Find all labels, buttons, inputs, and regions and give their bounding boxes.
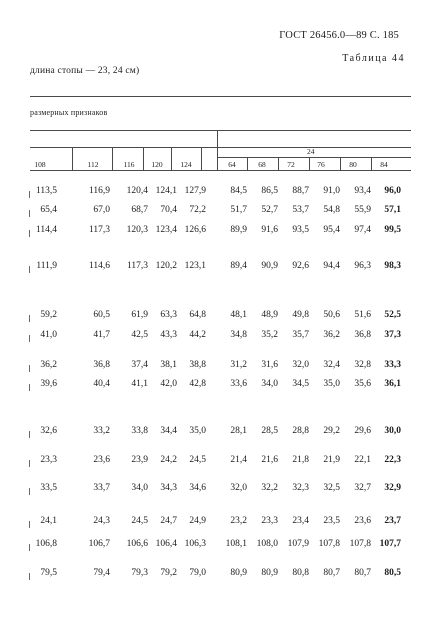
table-cell: 111,9: [36, 261, 57, 271]
table-cell: 124,1: [155, 186, 177, 196]
table-cell: 33,6: [230, 379, 247, 389]
table-cell: 41,1: [131, 379, 148, 389]
table-cell: 49,8: [292, 310, 309, 320]
table-cell: 32,0: [230, 483, 247, 493]
table-cell: 32,3: [292, 483, 309, 493]
table-cell: 93,5: [292, 225, 309, 235]
table-cell: 32,7: [354, 483, 371, 493]
table-cell: 29,6: [354, 426, 371, 436]
table-cell: 34,0: [131, 483, 148, 493]
section-label: размерных признаков: [30, 108, 108, 117]
table-cell: 41,7: [93, 330, 110, 340]
table-cell: 32,8: [354, 360, 371, 370]
table-cell: 36,2: [40, 360, 57, 370]
table-cell: 107,8: [318, 539, 340, 549]
table-cell: 24,1: [40, 516, 57, 526]
table-cell: 72,2: [189, 205, 206, 215]
column-header: 116: [123, 160, 135, 169]
table-cell: 98,3: [384, 261, 401, 271]
table-cell: 36,8: [354, 330, 371, 340]
table-cell: 63,3: [160, 310, 177, 320]
table-cell: 90,9: [261, 261, 278, 271]
rule-mid: [30, 130, 411, 131]
table-cell: 32,5: [323, 483, 340, 493]
table-cell: 36,1: [384, 379, 401, 389]
table-cell: 116,9: [88, 186, 110, 196]
table-cell: 23,9: [131, 455, 148, 465]
table-cell: 88,7: [292, 186, 309, 196]
table-cell: 43,3: [160, 330, 177, 340]
table-cell: 33,2: [93, 426, 110, 436]
table-cell: 94,4: [323, 261, 340, 271]
table-cell: 22,3: [384, 455, 401, 465]
table-cell: 32,2: [261, 483, 278, 493]
table-cell: 97,4: [354, 225, 371, 235]
table-cell: 34,3: [160, 483, 177, 493]
table-cell: 79,4: [93, 568, 110, 578]
table-cell: 106,7: [88, 539, 110, 549]
table-cell: 22,1: [354, 455, 371, 465]
table-cell: 91,0: [323, 186, 340, 196]
table-cell: 35,0: [189, 426, 206, 436]
table-cell: 34,5: [292, 379, 309, 389]
table-cell: 123,4: [155, 225, 177, 235]
table-cell: 42,0: [160, 379, 177, 389]
table-cell: 55,9: [354, 205, 371, 215]
table-cell: 38,8: [189, 360, 206, 370]
table-cell: 33,3: [384, 360, 401, 370]
table-cell: 41,0: [40, 330, 57, 340]
table-cell: 107,7: [379, 539, 401, 549]
table-cell: 65,4: [40, 205, 57, 215]
table-cell: 21,4: [230, 455, 247, 465]
table-cell: 108,0: [256, 539, 278, 549]
table-cell: 89,4: [230, 261, 247, 271]
table-cell: 79,0: [189, 568, 206, 578]
table-cell: 23,2: [230, 516, 247, 526]
table-cell: 34,4: [160, 426, 177, 436]
table-cell: 28,8: [292, 426, 309, 436]
column-header: 120: [151, 160, 163, 169]
table-cell: 59,2: [40, 310, 57, 320]
table-cell: 31,2: [230, 360, 247, 370]
table-cell: 24,2: [160, 455, 177, 465]
table-cell: 52,7: [261, 205, 278, 215]
table-cell: 34,6: [189, 483, 206, 493]
table-cell: 37,3: [384, 330, 401, 340]
table-cell: 24,9: [189, 516, 206, 526]
table-cell: 52,5: [384, 310, 401, 320]
table-cell: 96,0: [384, 186, 401, 196]
table-cell: 120,4: [126, 186, 148, 196]
table-cell: 23,5: [323, 516, 340, 526]
table-cell: 42,5: [131, 330, 148, 340]
table-cell: 23,6: [93, 455, 110, 465]
table-cell: 24,5: [189, 455, 206, 465]
table-cell: 35,7: [292, 330, 309, 340]
table-cell: 60,5: [93, 310, 110, 320]
table-cell: 53,7: [292, 205, 309, 215]
table-cell: 96,3: [354, 261, 371, 271]
table-cell: 37,4: [131, 360, 148, 370]
table-cell: 48,9: [261, 310, 278, 320]
table-cell: 80,7: [354, 568, 371, 578]
column-divider: [72, 147, 73, 170]
table-cell: 107,9: [287, 539, 309, 549]
table-subtitle: длина стопы — 23, 24 см): [30, 66, 140, 76]
table-cell: 21,8: [292, 455, 309, 465]
table-cell: 35,2: [261, 330, 278, 340]
table-cell: 32,0: [292, 360, 309, 370]
table-cell: 80,9: [261, 568, 278, 578]
table-cell: 33,8: [131, 426, 148, 436]
table-cell: 107,8: [349, 539, 371, 549]
table-cell: 80,8: [292, 568, 309, 578]
table-cell: 68,7: [131, 205, 148, 215]
table-cell: 36,8: [93, 360, 110, 370]
table-cell: 117,3: [88, 225, 110, 235]
table-cell: 24,5: [131, 516, 148, 526]
table-cell: 79,5: [40, 568, 57, 578]
table-cell: 95,4: [323, 225, 340, 235]
table-cell: 92,6: [292, 261, 309, 271]
column-header: 68: [258, 160, 266, 169]
table-cell: 21,9: [323, 455, 340, 465]
table-cell: 67,0: [93, 205, 110, 215]
table-cell: 89,9: [230, 225, 247, 235]
header-rule-top: [30, 147, 411, 148]
table-cell: 40,4: [93, 379, 110, 389]
table-cell: 23,3: [40, 455, 57, 465]
table-cell: 93,4: [354, 186, 371, 196]
table-cell: 123,1: [184, 261, 206, 271]
table-cell: 33,7: [93, 483, 110, 493]
table-cell: 127,9: [184, 186, 206, 196]
column-header: 72: [287, 160, 295, 169]
table-cell: 114,4: [35, 225, 57, 235]
table-cell: 32,4: [323, 360, 340, 370]
table-cell: 126,6: [184, 225, 206, 235]
table-cell: 28,1: [230, 426, 247, 436]
table-cell: 35,6: [354, 379, 371, 389]
table-cell: 108,1: [225, 539, 247, 549]
column-header: 84: [380, 160, 388, 169]
table-cell: 64,8: [189, 310, 206, 320]
table-cell: 80,9: [230, 568, 247, 578]
table-cell: 80,7: [323, 568, 340, 578]
table-cell: 24,7: [160, 516, 177, 526]
table-cell: 34,0: [261, 379, 278, 389]
table-cell: 79,3: [131, 568, 148, 578]
table-cell: 54,8: [323, 205, 340, 215]
table-cell: 106,8: [35, 539, 57, 549]
table-cell: 35,0: [323, 379, 340, 389]
page-header: ГОСТ 26456.0—89 С. 185: [279, 30, 399, 41]
table-cell: 23,7: [384, 516, 401, 526]
table-cell: 32,6: [40, 426, 57, 436]
table-cell: 36,2: [323, 330, 340, 340]
column-header: 124: [180, 160, 192, 169]
table-cell: 113,5: [35, 186, 57, 196]
table-cell: 61,9: [131, 310, 148, 320]
table-cell: 117,3: [126, 261, 148, 271]
table-cell: 79,2: [160, 568, 177, 578]
table-cell: 84,5: [230, 186, 247, 196]
table-cell: 31,6: [261, 360, 278, 370]
column-header: 76: [317, 160, 325, 169]
table-cell: 51,7: [230, 205, 247, 215]
table-cell: 106,6: [126, 539, 148, 549]
table-cell: 28,5: [261, 426, 278, 436]
table-cell: 21,6: [261, 455, 278, 465]
table-cell: 29,2: [323, 426, 340, 436]
table-cell: 50,6: [323, 310, 340, 320]
column-header: 80: [349, 160, 357, 169]
table-cell: 23,6: [354, 516, 371, 526]
table-cell: 91,6: [261, 225, 278, 235]
table-cell: 106,4: [155, 539, 177, 549]
table-cell: 23,3: [261, 516, 278, 526]
column-header: 64: [228, 160, 236, 169]
rule-top: [30, 96, 411, 97]
span-label: 24: [307, 147, 315, 156]
table-cell: 34,8: [230, 330, 247, 340]
table-cell: 51,6: [354, 310, 371, 320]
table-caption: Таблица 44: [342, 53, 405, 64]
table-cell: 44,2: [189, 330, 206, 340]
column-header: 108: [34, 160, 46, 169]
table-cell: 99,5: [384, 225, 401, 235]
column-header: 112: [87, 160, 99, 169]
table-cell: 57,1: [384, 205, 401, 215]
table-cell: 120,2: [155, 261, 177, 271]
table-cell: 39,6: [40, 379, 57, 389]
table-cell: 33,5: [40, 483, 57, 493]
table-cell: 30,0: [384, 426, 401, 436]
header-rule-bottom: [30, 170, 411, 171]
table-cell: 38,1: [160, 360, 177, 370]
table-cell: 24,3: [93, 516, 110, 526]
table-cell: 86,5: [261, 186, 278, 196]
table-cell: 32,9: [384, 483, 401, 493]
table-cell: 23,4: [292, 516, 309, 526]
table-cell: 70,4: [160, 205, 177, 215]
table-cell: 48,1: [230, 310, 247, 320]
table-cell: 42,8: [189, 379, 206, 389]
table-cell: 80,5: [384, 568, 401, 578]
table-cell: 120,3: [126, 225, 148, 235]
table-cell: 106,3: [184, 539, 206, 549]
table-cell: 114,6: [88, 261, 110, 271]
